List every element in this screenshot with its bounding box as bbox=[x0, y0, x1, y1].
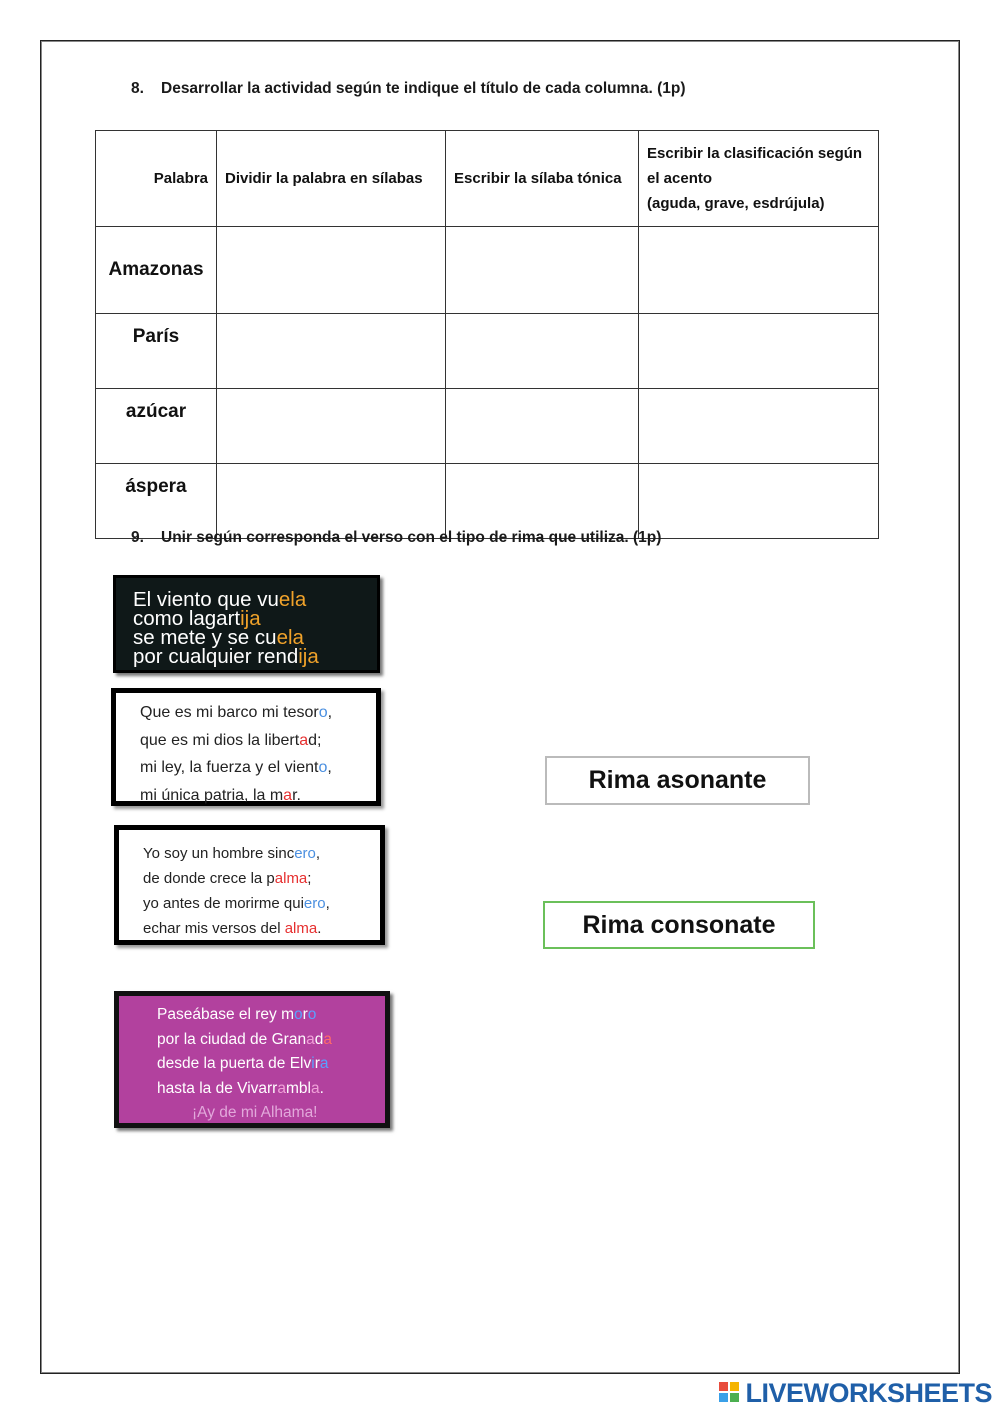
word-cell: París bbox=[96, 314, 217, 389]
answer-box-rima-consonante[interactable]: Rima consonate bbox=[543, 901, 815, 949]
answer-cell[interactable] bbox=[639, 314, 879, 389]
header-clasificacion: Escribir la clasificación según el acento (aguda, grave, esdrújula) bbox=[639, 131, 879, 227]
answer-cell[interactable] bbox=[217, 389, 446, 464]
answer-box-rima-asonante[interactable]: Rima asonante bbox=[545, 756, 810, 805]
poem-card-1[interactable]: El viento que vuela como lagartija se mete y se cuela por cualquier rendija bbox=[113, 575, 380, 673]
liveworksheets-icon bbox=[719, 1382, 741, 1404]
question-8: 8. Desarrollar la actividad según te indique el título de cada columna. (1p) bbox=[131, 80, 686, 97]
answer-cell[interactable] bbox=[217, 464, 446, 539]
question-9: 9. Unir según corresponda el verso con el tipo de rima que utiliza. (1p) bbox=[131, 529, 662, 546]
word-cell: Amazonas bbox=[96, 227, 217, 314]
answer-cell[interactable] bbox=[639, 389, 879, 464]
table-row bbox=[96, 464, 879, 539]
liveworksheets-logo bbox=[719, 1378, 992, 1408]
answer-cell[interactable] bbox=[639, 464, 879, 539]
table-row bbox=[96, 314, 879, 389]
table-row bbox=[96, 389, 879, 464]
poem-card-3[interactable]: Yo soy un hombre sincero, de donde crece la palma; yo antes de morirme quiero, echar mis versos del alma. bbox=[114, 825, 385, 945]
header-palabra: Palabra bbox=[96, 131, 217, 227]
answer-cell[interactable] bbox=[446, 464, 639, 539]
poem-card-4[interactable]: Paseábase el rey moro por la ciudad de Granada desde la puerta de Elvira hasta la de Vivarrambla. ¡Ay de mi Alhama! bbox=[114, 991, 390, 1128]
answer-cell[interactable] bbox=[446, 227, 639, 314]
brand-text: LIVEWORKSHEETS bbox=[745, 1377, 992, 1408]
header-tonica: Escribir la sílaba tónica bbox=[446, 131, 639, 227]
word-cell: azúcar bbox=[96, 389, 217, 464]
header-dividir: Dividir la palabra en sílabas bbox=[217, 131, 446, 227]
poem-card-2[interactable]: Que es mi barco mi tesoro, que es mi dios la libertad; mi ley, la fuerza y el viento, mi única patria, la mar. bbox=[111, 688, 381, 806]
answer-cell[interactable] bbox=[639, 227, 879, 314]
answer-cell[interactable] bbox=[446, 314, 639, 389]
answer-cell[interactable] bbox=[217, 227, 446, 314]
syllable-table bbox=[95, 130, 879, 539]
answer-cell[interactable] bbox=[446, 389, 639, 464]
answer-cell[interactable] bbox=[217, 314, 446, 389]
table-row bbox=[96, 227, 879, 314]
word-cell: áspera bbox=[96, 464, 217, 539]
